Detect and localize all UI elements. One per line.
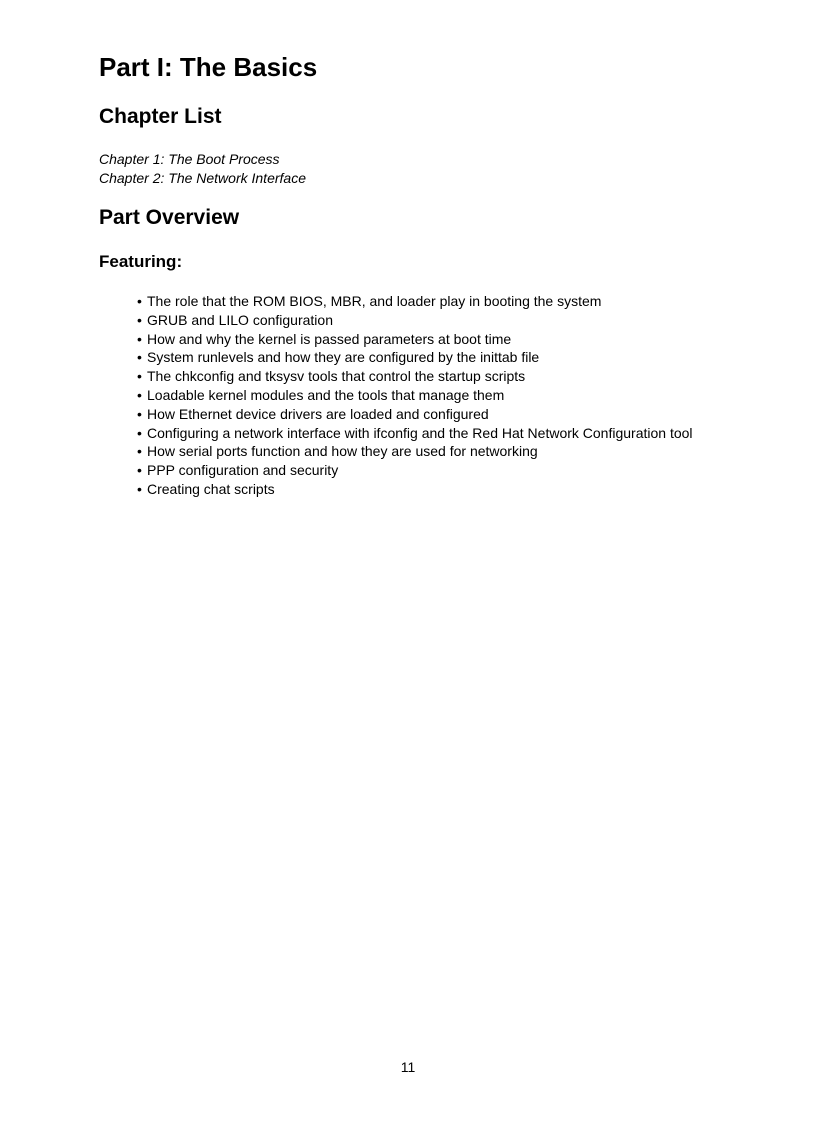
list-item [137, 348, 693, 367]
bullet-icon: • [137, 480, 142, 497]
list-item [137, 311, 693, 330]
bullet-icon: • [137, 443, 142, 460]
bullet-icon: • [137, 330, 142, 347]
list-item-text: Configuring a network interface with ifconfig and the Red Hat Network Configuration tool [147, 424, 693, 441]
bullet-icon: • [137, 349, 142, 366]
list-item [137, 330, 693, 349]
list-item [137, 461, 693, 480]
list-item-text: The chkconfig and tksysv tools that control the startup scripts [147, 368, 526, 385]
bullet-icon: • [137, 405, 142, 422]
bullet-icon: • [137, 368, 142, 385]
feature-list [137, 292, 693, 499]
chapter-link-2[interactable]: Chapter 2: The Network Interface [99, 169, 306, 186]
list-item [137, 442, 693, 461]
list-item-text: How and why the kernel is passed parameters at boot time [147, 330, 512, 347]
chapter-list-heading: Chapter List [99, 105, 222, 128]
bullet-icon: • [137, 462, 142, 479]
list-item [137, 480, 693, 499]
list-item [137, 292, 693, 311]
list-item-text: Creating chat scripts [147, 480, 275, 497]
list-item-text: Loadable kernel modules and the tools that manage them [147, 386, 505, 403]
chapter-list [99, 150, 306, 187]
list-item-text: GRUB and LILO configuration [147, 311, 333, 328]
list-item [137, 405, 693, 424]
list-item-text: How Ethernet device drivers are loaded and configured [147, 405, 489, 422]
list-item-text: The role that the ROM BIOS, MBR, and loader play in booting the system [147, 293, 602, 309]
bullet-icon: • [137, 293, 142, 309]
part-title: Part I: The Basics [99, 52, 318, 82]
chapter-link-1[interactable]: Chapter 1: The Boot Process [99, 151, 280, 167]
bullet-icon: • [137, 311, 142, 328]
list-item-text: How serial ports function and how they are used for networking [147, 443, 538, 460]
featuring-heading: Featuring: [99, 252, 183, 271]
bullet-icon: • [137, 386, 142, 403]
list-item-text: PPP configuration and security [147, 462, 339, 479]
list-item-text: System runlevels and how they are configured by the inittab file [147, 349, 540, 366]
list-item [137, 386, 693, 405]
list-item [137, 424, 693, 443]
part-overview-heading: Part Overview [99, 206, 240, 229]
list-item [137, 367, 693, 386]
bullet-icon: • [137, 424, 142, 441]
page-number: 11 [400, 1059, 416, 1075]
